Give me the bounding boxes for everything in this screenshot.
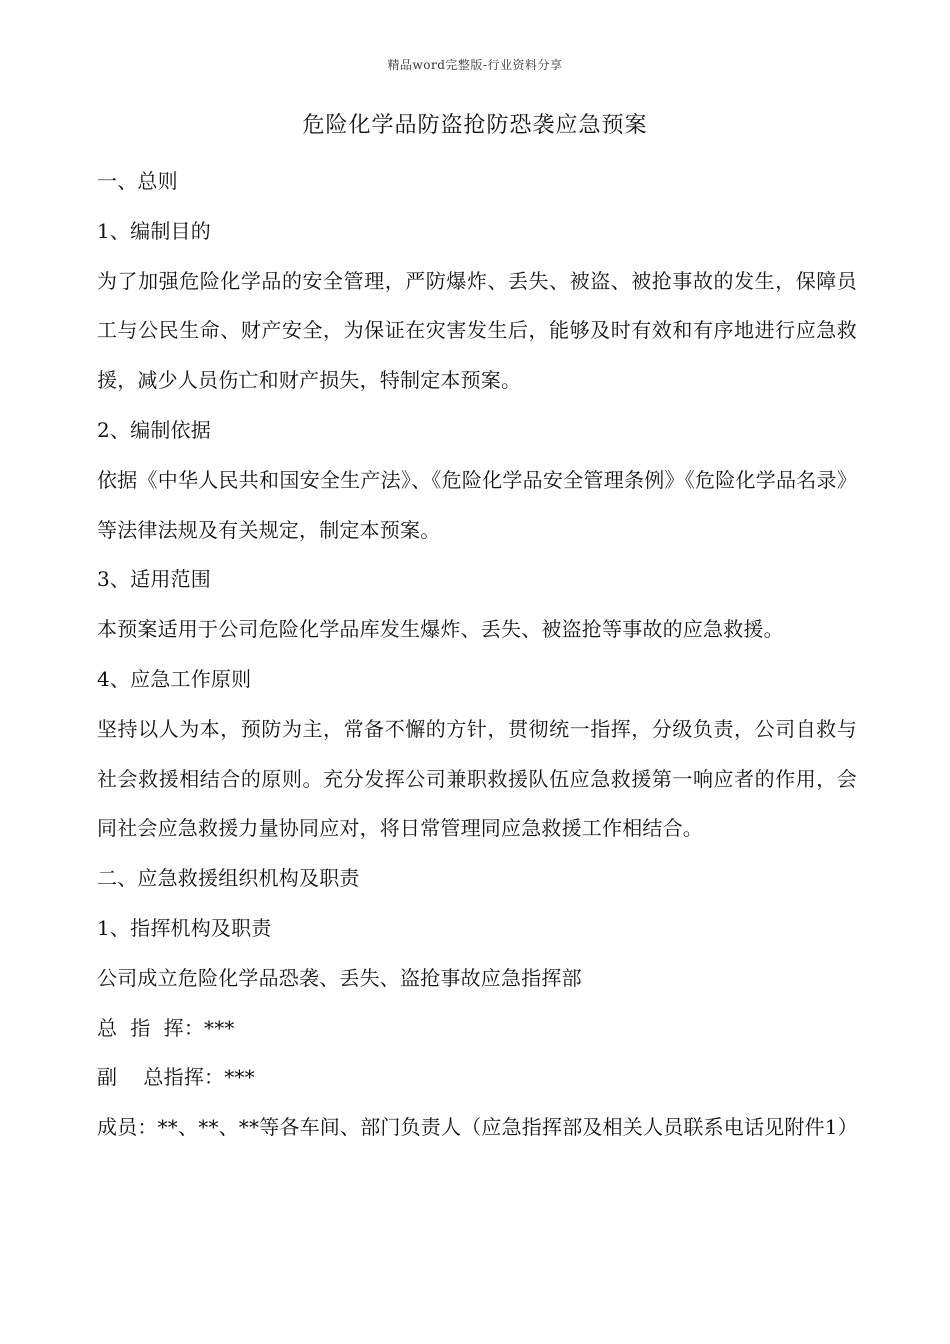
subheading-principles: 4、应急工作原则 [97, 666, 252, 691]
subheading-command: 1、指挥机构及职责 [97, 915, 272, 940]
line-commander: 总 指 挥：*** [97, 1015, 235, 1040]
page-header: 精品word完整版-行业资料分享 [387, 58, 563, 72]
subheading-scope: 3、适用范围 [97, 567, 211, 592]
subheading-basis: 2、编制依据 [97, 417, 211, 442]
section-heading-organization: 二、应急救援组织机构及职责 [97, 866, 360, 891]
paragraph-command: 公司成立危险化学品恐袭、丢失、盗抢事故应急指挥部 [97, 965, 582, 990]
section-heading-general: 一、总则 [97, 169, 178, 193]
line-deputy-commander: 副 总指挥：*** [97, 1065, 255, 1090]
document-title: 危险化学品防盗抢防恐袭应急预案 [302, 113, 648, 138]
subheading-purpose: 1、编制目的 [97, 218, 211, 243]
paragraph-scope: 本预案适用于公司危险化学品库发生爆炸、丢失、被盗抢等事故的应急救援。 [97, 617, 784, 642]
paragraph-purpose: 为了加强危险化学品的安全管理，严防爆炸、丢失、被盗、被抢事故的发生，保障员工与公民生命、财产安全，为保证在灾害发生后，能够及时有效和有序地进行应急救援，减少人员伤亡和财产损失，特制定本预案。 [97, 268, 857, 393]
paragraph-members: 成员：**、**、**等各车间、部门负责人（应急指挥部及相关人员联系电话见附件1） [97, 1115, 858, 1140]
document-body [97, 157, 857, 1153]
paragraph-principles: 坚持以人为本，预防为主，常备不懈的方针，贯彻统一指挥，分级负责，公司自救与社会救援相结合的原则。充分发挥公司兼职救援队伍应急救援第一响应者的作用，会同社会应急救援力量协同应对，将日常管理同应急救援工作相结合。 [97, 716, 857, 841]
paragraph-basis: 依据《中华人民共和国安全生产法》、《危险化学品安全管理条例》《危险化学品名录》等法律法规及有关规定，制定本预案。 [97, 467, 857, 542]
